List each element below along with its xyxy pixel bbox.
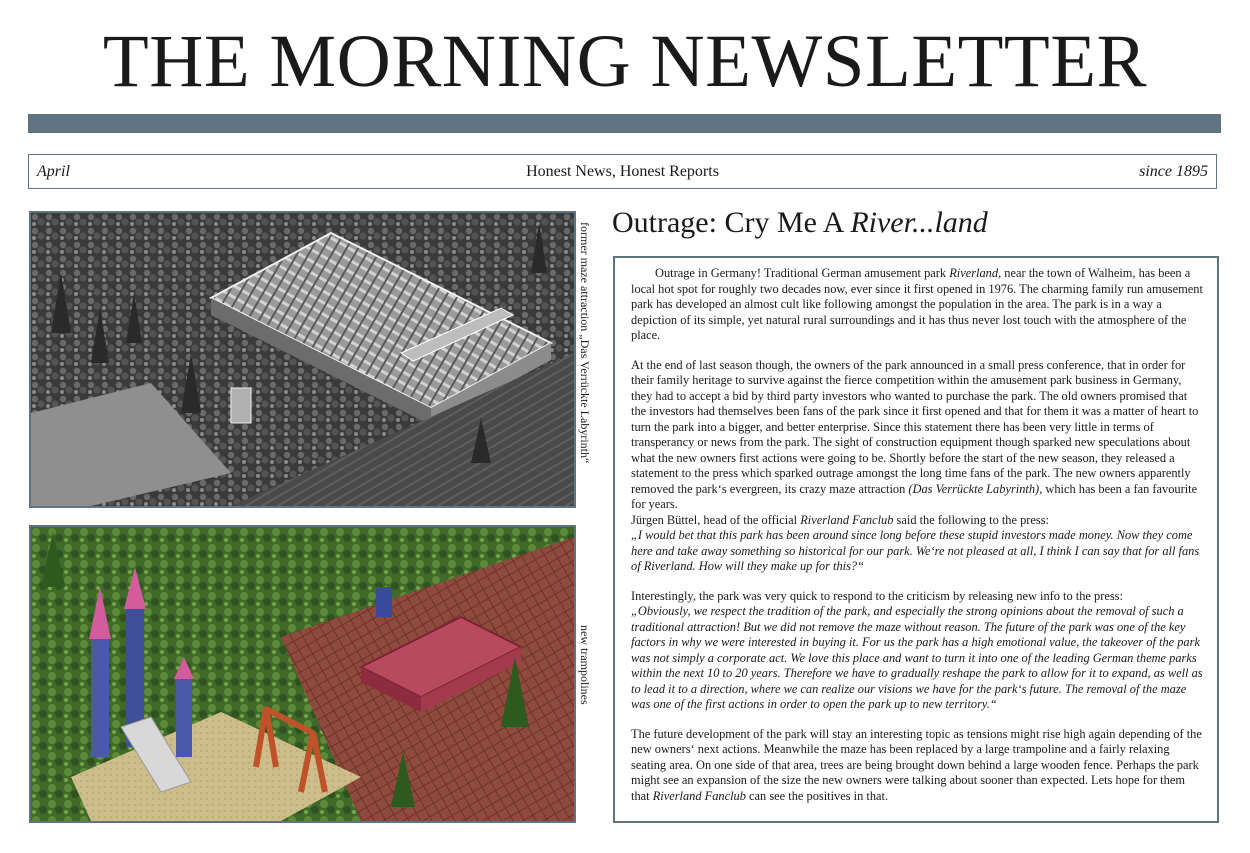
text-run: said the following to the press: [893, 512, 1050, 527]
text-run: , which has been a fan favourite for years. [631, 481, 1198, 511]
slogan: Honest News, Honest Reports [526, 162, 719, 180]
article-headline [612, 206, 988, 240]
article-paragraph [631, 266, 1203, 344]
article-paragraph [631, 358, 1203, 513]
article-paragraph: Interestingly, the park was very quick to respond to the criticism by releasing new info to the press: [631, 588, 1123, 603]
article-paragraph [631, 727, 1203, 805]
maze-photo [29, 211, 576, 508]
attraction-name: (Das Verrückte Labyrinth) [908, 481, 1040, 496]
park-quote: „Obviously, we respect the tradition of the park, and especially the strong opinions about the removal of such a traditional attraction! But we did not remove the maze without reason. The future of the park was one of the key factors in why we were interested in buying it. For us the park has a high emotional value, the takeover of the park was not simply a corporate act. We love this place and want to turn it into one of the leading German theme parks within the next 10 to 20 years. Therefore we have to gradually reshape the park to allow for it to expand, as well as to lead it to a direction, where we can realize our visions we have for the park‘s future. The removal of the maze was one of the first actions in order to open the park up to new territory.“ [631, 604, 1203, 711]
masthead-rule [28, 114, 1221, 133]
text-run: Jürgen Büttel, head of the official [631, 512, 801, 527]
headline-text: Outrage: Cry Me A [612, 206, 851, 239]
issue-month: April [37, 162, 70, 180]
article-body [613, 256, 1219, 823]
headline-italic: River...land [850, 206, 988, 239]
fanclub-name: Riverland Fanclub [652, 788, 746, 803]
text-run: The future development of the park will stay an interesting topic as tensions might rise high again depending of the new owners‘ next actions. Meanwhile the maze has been replaced by a large trampoline and a fairly relaxing seating area. On one side of that area, trees are being brought down behind a large wooden fence. Perhaps the park might see an expansion of the size the new owners were talking about sooner than expected. Lets hope for them that [631, 726, 1202, 803]
trampoline-photo [29, 525, 576, 823]
maze-photo-caption: former maze attraction „Das Verrückte Labyrinth“ [578, 222, 592, 464]
text-run: Outrage in Germany! Traditional German amusement park [655, 266, 950, 280]
trampoline-photo-caption: new trampolines [578, 625, 592, 705]
text-run: can see the positives in that. [745, 788, 889, 803]
founded-year: since 1895 [1139, 162, 1208, 180]
info-bar [28, 154, 1217, 189]
article-paragraph [631, 513, 1203, 529]
park-name: Riverland [949, 266, 999, 280]
text-run: At the end of last season though, the owners of the park announced in a small press conference, that in order for their family heritage to survive against the fierce competition within the amusement park business in Germany, they had to accept a bid by third party investors who wanted to purchase the park. The old owners promised that the investors had themselves been fans of the park since it first opened and that for them it was a matter of heart to turn the park into a bigger, and better enterprise. Since this statement there has been very little in terms of transperancy or news from the park. The sight of construction equipment though sparked new speculations about what the new owners first actions were going to be. Shortly before the start of the new season, they released a statement to the press which sparked outrage amongst the long time fans of the park. The new owners apparently removed the park‘s evergreen, its crazy maze attraction [631, 357, 1199, 496]
fanclub-quote: „I would bet that this park has been around since long before these stupid investors made money. Now they come here and take away something so historical for our park. We‘re not pleased at all, I think I can say that for all fans of Riverland. How will they make up for this?“ [631, 528, 1200, 573]
text-run: , near the town of Walheim, has been a local hot spot for roughly two decades now, ever since it first opened in 1976. The charming family run amusement park has developed an almost cult like following amongst the population in the area. The park is in a way a depiction of its simple, yet natural rural surroundings and it has thus never lost touch with the atmosphere of the place. [631, 266, 1203, 342]
masthead-title: THE MORNING NEWSLETTER [102, 20, 1148, 103]
fanclub-name: Riverland Fanclub [800, 512, 894, 527]
